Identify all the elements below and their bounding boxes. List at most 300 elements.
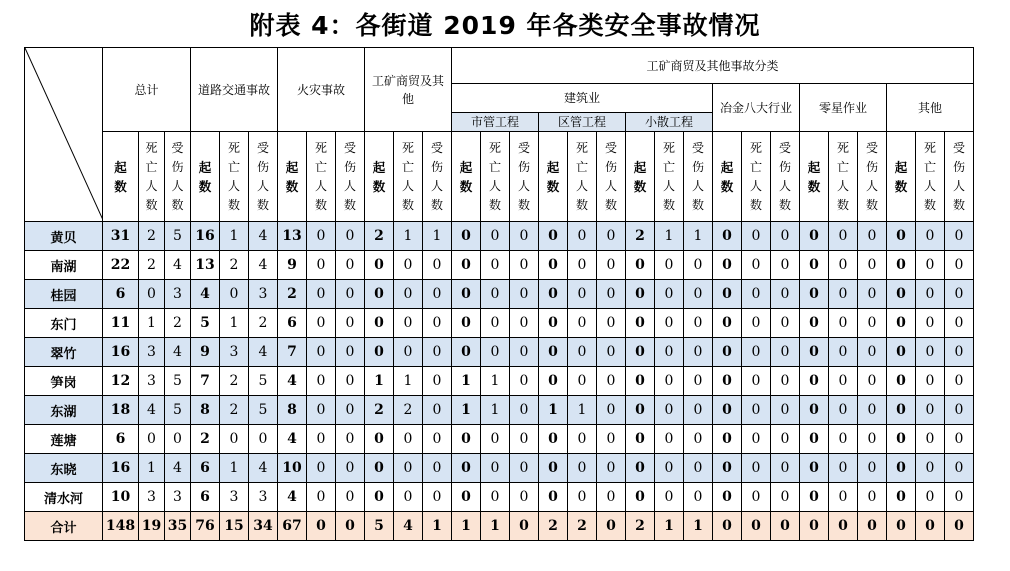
injuries-cell: 0 xyxy=(510,222,539,251)
count-cell: 8 xyxy=(191,396,220,425)
deaths-cell: 0 xyxy=(307,396,336,425)
deaths-cell: 0 xyxy=(568,309,597,338)
col-label-text: 死亡人数 xyxy=(314,140,327,212)
deaths-cell: 0 xyxy=(829,280,858,309)
col-label-text: 死亡人数 xyxy=(488,140,501,212)
count-cell: 6 xyxy=(278,309,307,338)
deaths-cell: 2 xyxy=(139,251,165,280)
injuries-cell: 0 xyxy=(510,280,539,309)
col-label-text: 起数 xyxy=(114,159,127,194)
count-cell: 0 xyxy=(539,309,568,338)
count-cell: 0 xyxy=(887,309,916,338)
injuries-cell: 0 xyxy=(597,396,626,425)
street-name: 黄贝 xyxy=(25,222,103,251)
deaths-cell: 0 xyxy=(916,454,945,483)
injuries-cell: 0 xyxy=(858,338,887,367)
injuries-cell: 0 xyxy=(684,425,713,454)
street-name: 莲塘 xyxy=(25,425,103,454)
injuries-cell: 3 xyxy=(165,280,191,309)
count-cell: 76 xyxy=(191,512,220,541)
count-cell: 0 xyxy=(452,309,481,338)
deaths-cell: 0 xyxy=(394,425,423,454)
count-cell: 0 xyxy=(887,280,916,309)
count-cell: 0 xyxy=(887,367,916,396)
injuries-cell: 0 xyxy=(858,251,887,280)
deaths-cell: 0 xyxy=(655,454,684,483)
injuries-cell: 0 xyxy=(510,483,539,512)
count-cell: 0 xyxy=(365,454,394,483)
deaths-cell: 0 xyxy=(742,425,771,454)
deaths-cell: 3 xyxy=(139,367,165,396)
count-cell: 0 xyxy=(626,483,655,512)
col-label-injuries xyxy=(597,132,626,222)
injuries-cell: 3 xyxy=(165,483,191,512)
deaths-cell: 0 xyxy=(481,483,510,512)
col-label-text: 受伤人数 xyxy=(256,140,269,212)
deaths-cell: 0 xyxy=(742,309,771,338)
header-icr xyxy=(365,48,452,132)
injuries-cell: 0 xyxy=(510,512,539,541)
deaths-cell: 0 xyxy=(307,512,336,541)
count-cell: 0 xyxy=(626,454,655,483)
deaths-cell: 0 xyxy=(139,425,165,454)
injuries-cell: 0 xyxy=(510,425,539,454)
street-name: 桂园 xyxy=(25,280,103,309)
deaths-cell: 0 xyxy=(394,251,423,280)
count-cell: 0 xyxy=(713,483,742,512)
deaths-cell: 1 xyxy=(655,512,684,541)
deaths-cell: 0 xyxy=(655,367,684,396)
deaths-cell: 0 xyxy=(139,280,165,309)
injuries-cell: 0 xyxy=(423,338,452,367)
col-label-text: 受伤人数 xyxy=(430,140,443,212)
count-cell: 0 xyxy=(800,251,829,280)
street-name: 东门 xyxy=(25,309,103,338)
table-row xyxy=(25,425,974,454)
col-label-deaths xyxy=(742,132,771,222)
table-row xyxy=(25,483,974,512)
deaths-cell: 1 xyxy=(394,222,423,251)
injuries-cell: 0 xyxy=(771,454,800,483)
header-city-projects: 市管工程 xyxy=(452,113,539,132)
count-cell: 22 xyxy=(103,251,139,280)
col-label-text: 受伤人数 xyxy=(517,140,530,212)
table-row xyxy=(25,280,974,309)
injuries-cell: 0 xyxy=(597,338,626,367)
injuries-cell: 0 xyxy=(684,280,713,309)
count-cell: 0 xyxy=(539,367,568,396)
injuries-cell: 0 xyxy=(597,251,626,280)
col-label-injuries xyxy=(336,132,365,222)
table-row xyxy=(25,251,974,280)
count-cell: 0 xyxy=(887,454,916,483)
count-cell: 0 xyxy=(713,512,742,541)
injuries-cell: 1 xyxy=(684,512,713,541)
count-cell: 6 xyxy=(103,280,139,309)
deaths-cell: 0 xyxy=(742,396,771,425)
injuries-cell: 0 xyxy=(510,309,539,338)
injuries-cell: 0 xyxy=(336,483,365,512)
deaths-cell: 0 xyxy=(394,309,423,338)
injuries-cell: 0 xyxy=(423,251,452,280)
col-label-deaths xyxy=(481,132,510,222)
count-cell: 0 xyxy=(887,338,916,367)
street-name: 南湖 xyxy=(25,251,103,280)
injuries-cell: 0 xyxy=(336,222,365,251)
count-cell: 0 xyxy=(800,222,829,251)
header-construction: 建筑业 xyxy=(452,84,713,113)
injuries-cell: 0 xyxy=(771,483,800,512)
table-body xyxy=(25,222,974,541)
deaths-cell: 0 xyxy=(568,483,597,512)
count-cell: 0 xyxy=(713,222,742,251)
injuries-cell: 0 xyxy=(249,425,278,454)
col-label-text: 起数 xyxy=(720,159,734,194)
count-cell: 0 xyxy=(452,251,481,280)
injuries-cell: 0 xyxy=(423,280,452,309)
injuries-cell: 0 xyxy=(771,396,800,425)
deaths-cell: 0 xyxy=(655,396,684,425)
header-road: 道路交通事故 xyxy=(191,48,278,132)
injuries-cell: 0 xyxy=(771,280,800,309)
count-cell: 2 xyxy=(626,222,655,251)
table-row xyxy=(25,454,974,483)
injuries-cell: 0 xyxy=(858,309,887,338)
col-label-text: 受伤人数 xyxy=(778,140,791,212)
count-cell: 0 xyxy=(365,425,394,454)
count-cell: 13 xyxy=(278,222,307,251)
count-cell: 8 xyxy=(278,396,307,425)
injuries-cell: 0 xyxy=(945,454,974,483)
injuries-cell: 0 xyxy=(945,425,974,454)
count-cell: 5 xyxy=(365,512,394,541)
page-title: 附表 4：各街道 2019 年各类安全事故情况 xyxy=(249,11,761,40)
col-label-injuries xyxy=(165,132,191,222)
injuries-cell: 0 xyxy=(597,309,626,338)
deaths-cell: 0 xyxy=(481,222,510,251)
count-cell: 0 xyxy=(452,280,481,309)
injuries-cell: 0 xyxy=(510,454,539,483)
injuries-cell: 3 xyxy=(249,280,278,309)
col-label-count xyxy=(800,132,829,222)
injuries-cell: 0 xyxy=(423,454,452,483)
col-label-count xyxy=(452,132,481,222)
injuries-cell: 0 xyxy=(684,309,713,338)
col-label-text: 受伤人数 xyxy=(343,140,356,212)
count-cell: 0 xyxy=(626,309,655,338)
col-label-count xyxy=(103,132,139,222)
col-label-text: 死亡人数 xyxy=(749,140,762,212)
deaths-cell: 0 xyxy=(916,338,945,367)
injuries-cell: 0 xyxy=(945,280,974,309)
count-cell: 6 xyxy=(191,454,220,483)
injuries-cell: 0 xyxy=(684,338,713,367)
deaths-cell: 2 xyxy=(568,512,597,541)
col-label-deaths xyxy=(568,132,597,222)
deaths-cell: 0 xyxy=(742,222,771,251)
deaths-cell: 0 xyxy=(394,454,423,483)
injuries-cell: 1 xyxy=(684,222,713,251)
header-other: 其他 xyxy=(887,84,974,132)
deaths-cell: 0 xyxy=(307,222,336,251)
deaths-cell: 1 xyxy=(655,222,684,251)
injuries-cell: 0 xyxy=(423,425,452,454)
count-cell: 0 xyxy=(887,222,916,251)
count-cell: 2 xyxy=(278,280,307,309)
injuries-cell: 4 xyxy=(249,222,278,251)
count-cell: 0 xyxy=(887,251,916,280)
deaths-cell: 3 xyxy=(139,483,165,512)
street-name: 东晓 xyxy=(25,454,103,483)
deaths-cell: 0 xyxy=(655,280,684,309)
injuries-cell: 0 xyxy=(684,454,713,483)
injuries-cell: 0 xyxy=(423,309,452,338)
col-label-text: 受伤人数 xyxy=(604,140,617,212)
injuries-cell: 0 xyxy=(510,338,539,367)
count-cell: 4 xyxy=(278,425,307,454)
deaths-cell: 0 xyxy=(394,483,423,512)
table-row xyxy=(25,222,974,251)
count-cell: 1 xyxy=(539,396,568,425)
count-cell: 0 xyxy=(713,251,742,280)
table-row xyxy=(25,396,974,425)
injuries-cell: 0 xyxy=(336,367,365,396)
count-cell: 2 xyxy=(365,222,394,251)
count-cell: 0 xyxy=(713,309,742,338)
count-cell: 0 xyxy=(539,425,568,454)
col-label-text: 起数 xyxy=(546,159,560,194)
col-label-injuries xyxy=(510,132,539,222)
street-name: 清水河 xyxy=(25,483,103,512)
deaths-cell: 1 xyxy=(220,309,249,338)
deaths-cell: 0 xyxy=(481,251,510,280)
col-label-deaths xyxy=(394,132,423,222)
deaths-cell: 0 xyxy=(568,280,597,309)
col-label-text: 受伤人数 xyxy=(865,140,878,212)
deaths-cell: 1 xyxy=(220,222,249,251)
count-cell: 7 xyxy=(278,338,307,367)
injuries-cell: 5 xyxy=(165,396,191,425)
deaths-cell: 0 xyxy=(742,367,771,396)
deaths-cell: 0 xyxy=(742,280,771,309)
injuries-cell: 0 xyxy=(597,222,626,251)
count-cell: 67 xyxy=(278,512,307,541)
injuries-cell: 0 xyxy=(945,483,974,512)
count-cell: 2 xyxy=(539,512,568,541)
count-cell: 1 xyxy=(452,396,481,425)
deaths-cell: 0 xyxy=(916,396,945,425)
col-label-injuries xyxy=(771,132,800,222)
deaths-cell: 0 xyxy=(742,483,771,512)
count-cell: 31 xyxy=(103,222,139,251)
deaths-cell: 0 xyxy=(307,280,336,309)
table-row xyxy=(25,338,974,367)
count-cell: 0 xyxy=(800,454,829,483)
injuries-cell: 0 xyxy=(336,425,365,454)
header-icr-label: 工矿商贸及其他 xyxy=(372,73,445,106)
count-cell: 0 xyxy=(539,222,568,251)
deaths-cell: 2 xyxy=(220,396,249,425)
deaths-cell: 1 xyxy=(139,309,165,338)
deaths-cell: 0 xyxy=(394,338,423,367)
count-cell: 0 xyxy=(626,338,655,367)
count-cell: 9 xyxy=(278,251,307,280)
col-label-deaths xyxy=(139,132,165,222)
accident-table xyxy=(24,47,974,541)
deaths-cell: 0 xyxy=(220,280,249,309)
count-cell: 0 xyxy=(452,222,481,251)
deaths-cell: 1 xyxy=(481,512,510,541)
deaths-cell: 0 xyxy=(655,483,684,512)
deaths-cell: 0 xyxy=(742,338,771,367)
count-cell: 0 xyxy=(626,396,655,425)
deaths-cell: 0 xyxy=(829,309,858,338)
count-cell: 12 xyxy=(103,367,139,396)
count-cell: 0 xyxy=(539,454,568,483)
deaths-cell: 0 xyxy=(916,251,945,280)
deaths-cell: 0 xyxy=(742,454,771,483)
injuries-cell: 4 xyxy=(165,454,191,483)
deaths-cell: 0 xyxy=(829,483,858,512)
count-cell: 4 xyxy=(191,280,220,309)
deaths-cell: 0 xyxy=(916,280,945,309)
count-cell: 5 xyxy=(191,309,220,338)
injuries-cell: 0 xyxy=(858,512,887,541)
deaths-cell: 0 xyxy=(220,425,249,454)
injuries-cell: 0 xyxy=(945,309,974,338)
col-label-text: 起数 xyxy=(198,159,212,194)
count-cell: 16 xyxy=(191,222,220,251)
count-cell: 0 xyxy=(452,338,481,367)
col-label-count xyxy=(887,132,916,222)
count-cell: 11 xyxy=(103,309,139,338)
col-label-count xyxy=(713,132,742,222)
deaths-cell: 0 xyxy=(916,309,945,338)
count-cell: 4 xyxy=(278,483,307,512)
injuries-cell: 0 xyxy=(336,512,365,541)
count-cell: 0 xyxy=(887,483,916,512)
count-cell: 2 xyxy=(626,512,655,541)
count-cell: 10 xyxy=(103,483,139,512)
count-cell: 0 xyxy=(800,338,829,367)
header-fire: 火灾事故 xyxy=(278,48,365,132)
deaths-cell: 0 xyxy=(307,367,336,396)
deaths-cell: 0 xyxy=(916,512,945,541)
count-cell: 0 xyxy=(713,396,742,425)
diagonal-header-cell xyxy=(25,48,103,222)
injuries-cell: 0 xyxy=(336,280,365,309)
injuries-cell: 0 xyxy=(858,367,887,396)
injuries-cell: 4 xyxy=(249,454,278,483)
deaths-cell: 3 xyxy=(220,338,249,367)
header-small-projects: 小散工程 xyxy=(626,113,713,132)
injuries-cell: 0 xyxy=(945,396,974,425)
count-cell: 13 xyxy=(191,251,220,280)
injuries-cell: 1 xyxy=(423,222,452,251)
deaths-cell: 0 xyxy=(742,512,771,541)
deaths-cell: 1 xyxy=(139,454,165,483)
col-label-text: 受伤人数 xyxy=(952,140,965,212)
count-cell: 0 xyxy=(800,425,829,454)
deaths-cell: 0 xyxy=(655,338,684,367)
count-cell: 148 xyxy=(103,512,139,541)
injuries-cell: 0 xyxy=(510,251,539,280)
injuries-cell: 0 xyxy=(597,483,626,512)
count-cell: 0 xyxy=(713,454,742,483)
deaths-cell: 0 xyxy=(568,338,597,367)
injuries-cell: 0 xyxy=(597,454,626,483)
deaths-cell: 1 xyxy=(481,367,510,396)
column-label-row xyxy=(25,132,974,222)
deaths-cell: 0 xyxy=(916,425,945,454)
deaths-cell: 0 xyxy=(307,309,336,338)
count-cell: 16 xyxy=(103,338,139,367)
col-label-text: 死亡人数 xyxy=(145,140,158,212)
injuries-cell: 0 xyxy=(423,483,452,512)
injuries-cell: 0 xyxy=(597,367,626,396)
injuries-cell: 0 xyxy=(336,338,365,367)
injuries-cell: 34 xyxy=(249,512,278,541)
deaths-cell: 3 xyxy=(139,338,165,367)
count-cell: 6 xyxy=(103,425,139,454)
count-cell: 0 xyxy=(887,425,916,454)
deaths-cell: 1 xyxy=(220,454,249,483)
header-district-projects: 区管工程 xyxy=(539,113,626,132)
deaths-cell: 4 xyxy=(394,512,423,541)
injuries-cell: 35 xyxy=(165,512,191,541)
col-label-deaths xyxy=(307,132,336,222)
count-cell: 0 xyxy=(800,309,829,338)
col-label-text: 起数 xyxy=(459,159,473,194)
col-label-text: 死亡人数 xyxy=(401,140,414,212)
deaths-cell: 4 xyxy=(139,396,165,425)
header-total: 总计 xyxy=(103,48,191,132)
count-cell: 0 xyxy=(800,483,829,512)
count-cell: 0 xyxy=(713,367,742,396)
injuries-cell: 1 xyxy=(423,512,452,541)
deaths-cell: 0 xyxy=(568,367,597,396)
count-cell: 0 xyxy=(800,512,829,541)
col-label-count xyxy=(539,132,568,222)
count-cell: 0 xyxy=(539,338,568,367)
deaths-cell: 0 xyxy=(568,454,597,483)
deaths-cell: 2 xyxy=(220,367,249,396)
col-label-count xyxy=(626,132,655,222)
deaths-cell: 0 xyxy=(829,338,858,367)
count-cell: 0 xyxy=(539,251,568,280)
count-cell: 0 xyxy=(713,280,742,309)
count-cell: 0 xyxy=(365,251,394,280)
count-cell: 0 xyxy=(365,338,394,367)
count-cell: 1 xyxy=(452,367,481,396)
deaths-cell: 0 xyxy=(568,222,597,251)
deaths-cell: 0 xyxy=(307,425,336,454)
injuries-cell: 0 xyxy=(771,512,800,541)
count-cell: 0 xyxy=(713,338,742,367)
injuries-cell: 0 xyxy=(771,309,800,338)
deaths-cell: 0 xyxy=(916,483,945,512)
injuries-cell: 3 xyxy=(249,483,278,512)
deaths-cell: 0 xyxy=(829,425,858,454)
col-label-count xyxy=(191,132,220,222)
injuries-cell: 4 xyxy=(249,338,278,367)
injuries-cell: 0 xyxy=(945,222,974,251)
deaths-cell: 2 xyxy=(394,396,423,425)
injuries-cell: 0 xyxy=(684,251,713,280)
col-label-injuries xyxy=(249,132,278,222)
injuries-cell: 5 xyxy=(165,367,191,396)
count-cell: 16 xyxy=(103,454,139,483)
